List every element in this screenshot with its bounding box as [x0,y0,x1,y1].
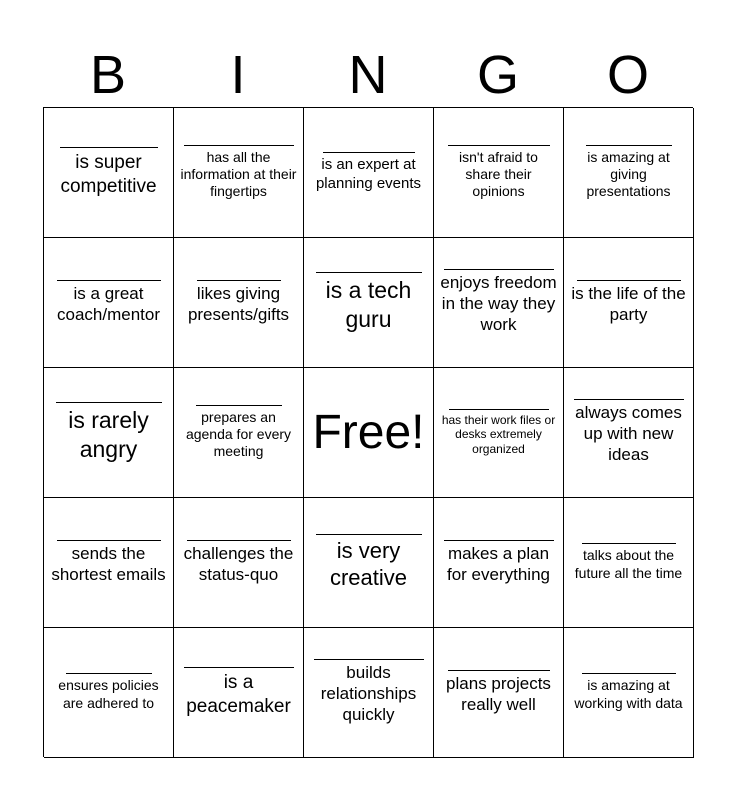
bingo-cell[interactable] [434,108,564,238]
name-blank-line [197,280,281,281]
cell-text: ensures policies are adhered to [58,677,159,711]
cell-text: isn't afraid to share their opinions [459,148,538,200]
name-blank-line [314,659,424,660]
bingo-cell[interactable] [564,368,694,498]
name-blank-line [574,399,684,400]
bingo-cell[interactable] [304,108,434,238]
bingo-cell[interactable] [304,498,434,628]
bingo-cell[interactable] [564,498,694,628]
cell-text: sends the shortest emails [51,543,166,584]
name-blank-line [184,667,294,668]
header-letter-b: B [89,45,127,105]
name-blank-line [582,543,676,544]
name-blank-line [196,405,282,406]
cell-text: is amazing at working with data [574,677,683,711]
name-blank-line [57,280,161,281]
bingo-cell[interactable] [44,238,174,368]
name-blank-line [187,540,291,541]
cell-text: enjoys freedom in the way they work [440,273,557,334]
cell-text: is a great coach/mentor [57,283,160,324]
cell-text: is amazing at giving presentations [586,148,671,200]
bingo-cell[interactable] [434,498,564,628]
bingo-cell[interactable] [174,498,304,628]
bingo-cell[interactable] [564,238,694,368]
cell-text: is very creative [329,537,408,590]
name-blank-line [448,145,550,146]
bingo-cell[interactable] [44,628,174,758]
name-blank-line [66,673,152,674]
name-blank-line [323,152,415,153]
name-blank-line [184,145,294,146]
header-letter-g: G [476,45,519,105]
name-blank-line [444,269,554,270]
bingo-cell[interactable] [44,498,174,628]
cell-text: talks about the future all the time [574,547,683,581]
bingo-cell[interactable] [434,368,564,498]
header-letter-i: I [230,45,246,105]
bingo-cell[interactable] [434,238,564,368]
bingo-cell[interactable] [304,628,434,758]
free-space-text: Free! [312,405,425,459]
name-blank-line [56,402,162,403]
header-letter-n: N [348,45,388,105]
cell-text: is rarely angry [68,407,149,462]
cell-text: is a tech guru [325,277,412,332]
name-blank-line [316,272,422,273]
name-blank-line [57,540,161,541]
header-letter-o: O [606,45,649,105]
bingo-cell[interactable] [564,628,694,758]
cell-text: is a peacemaker [186,672,291,717]
cell-text: makes a plan for everything [447,543,550,584]
cell-text: is an expert at planning events [315,156,422,192]
name-blank-line [582,673,676,674]
cell-text: prepares an agenda for every meeting [185,408,292,460]
cell-text: challenges the status-quo [183,543,294,584]
bingo-grid [43,107,693,757]
bingo-header [43,44,693,106]
bingo-cell[interactable] [174,628,304,758]
bingo-cell-free[interactable] [304,368,434,498]
name-blank-line [316,534,422,535]
cell-text: builds relationships quickly [320,663,417,724]
bingo-cell[interactable] [174,238,304,368]
name-blank-line [577,280,681,281]
name-blank-line [449,409,549,410]
cell-text: plans projects really well [446,673,551,714]
cell-text: is the life of the party [571,283,686,324]
cell-text: has all the information at their fingertips [180,148,297,200]
name-blank-line [448,670,550,671]
name-blank-line [444,540,554,541]
bingo-cell[interactable] [174,368,304,498]
bingo-cell[interactable] [434,628,564,758]
bingo-cell[interactable] [174,108,304,238]
bingo-cell[interactable] [44,108,174,238]
cell-text: is super competitive [60,152,157,197]
cell-text: likes giving presents/gifts [187,283,290,324]
cell-text: has their work files or desks extremely organized [441,412,556,456]
cell-text: always comes up with new ideas [575,403,682,464]
name-blank-line [586,145,672,146]
bingo-cell[interactable] [564,108,694,238]
bingo-cell[interactable] [44,368,174,498]
name-blank-line [60,147,158,148]
bingo-cell[interactable] [304,238,434,368]
